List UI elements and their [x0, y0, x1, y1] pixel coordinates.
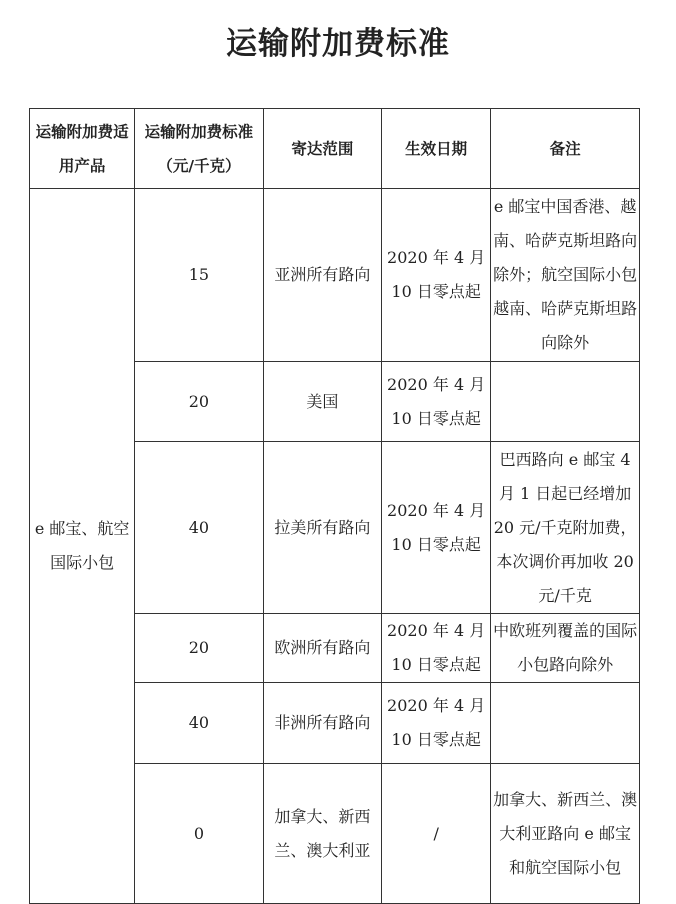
date-cell: / [382, 764, 491, 904]
scope-cell: 欧洲所有路向 [263, 614, 381, 683]
note-cell: 巴西路向 e 邮宝 4 月 1 日起已经增加 20 元/千克附加费，本次调价再加收 20 元/千克 [491, 442, 640, 614]
scope-cell: 拉美所有路向 [263, 442, 381, 614]
note-cell [491, 683, 640, 764]
note-cell: 加拿大、新西兰、澳大利亚路向 e 邮宝和航空国际小包 [491, 764, 640, 904]
note-cell: 中欧班列覆盖的国际小包路向除外 [491, 614, 640, 683]
fee-cell: 40 [135, 442, 263, 614]
surcharge-table [29, 108, 640, 904]
page-title: 运输附加费标准 [226, 26, 450, 62]
date-cell: 2020 年 4 月 10 日零点起 [382, 442, 491, 614]
header-note: 备注 [491, 109, 640, 189]
header-date: 生效日期 [382, 109, 491, 189]
table-row [30, 189, 640, 362]
scope-cell: 亚洲所有路向 [263, 189, 381, 362]
fee-cell: 20 [135, 614, 263, 683]
header-product: 运输附加费适用产品 [30, 109, 135, 189]
scope-cell: 加拿大、新西兰、澳大利亚 [263, 764, 381, 904]
header-fee: 运输附加费标准（元/千克） [135, 109, 263, 189]
scope-cell: 非洲所有路向 [263, 683, 381, 764]
product-cell: e 邮宝、航空国际小包 [30, 189, 135, 904]
date-cell: 2020 年 4 月 10 日零点起 [382, 614, 491, 683]
fee-cell: 15 [135, 189, 263, 362]
scope-cell: 美国 [263, 362, 381, 442]
date-cell: 2020 年 4 月 10 日零点起 [382, 189, 491, 362]
header-scope: 寄达范围 [263, 109, 381, 189]
note-cell [491, 362, 640, 442]
fee-cell: 20 [135, 362, 263, 442]
fee-cell: 0 [135, 764, 263, 904]
date-cell: 2020 年 4 月 10 日零点起 [382, 683, 491, 764]
date-cell: 2020 年 4 月 10 日零点起 [382, 362, 491, 442]
table-header-row [30, 109, 640, 189]
fee-cell: 40 [135, 683, 263, 764]
note-cell: e 邮宝中国香港、越南、哈萨克斯坦路向除外；航空国际小包越南、哈萨克斯坦路向除外 [491, 189, 640, 362]
